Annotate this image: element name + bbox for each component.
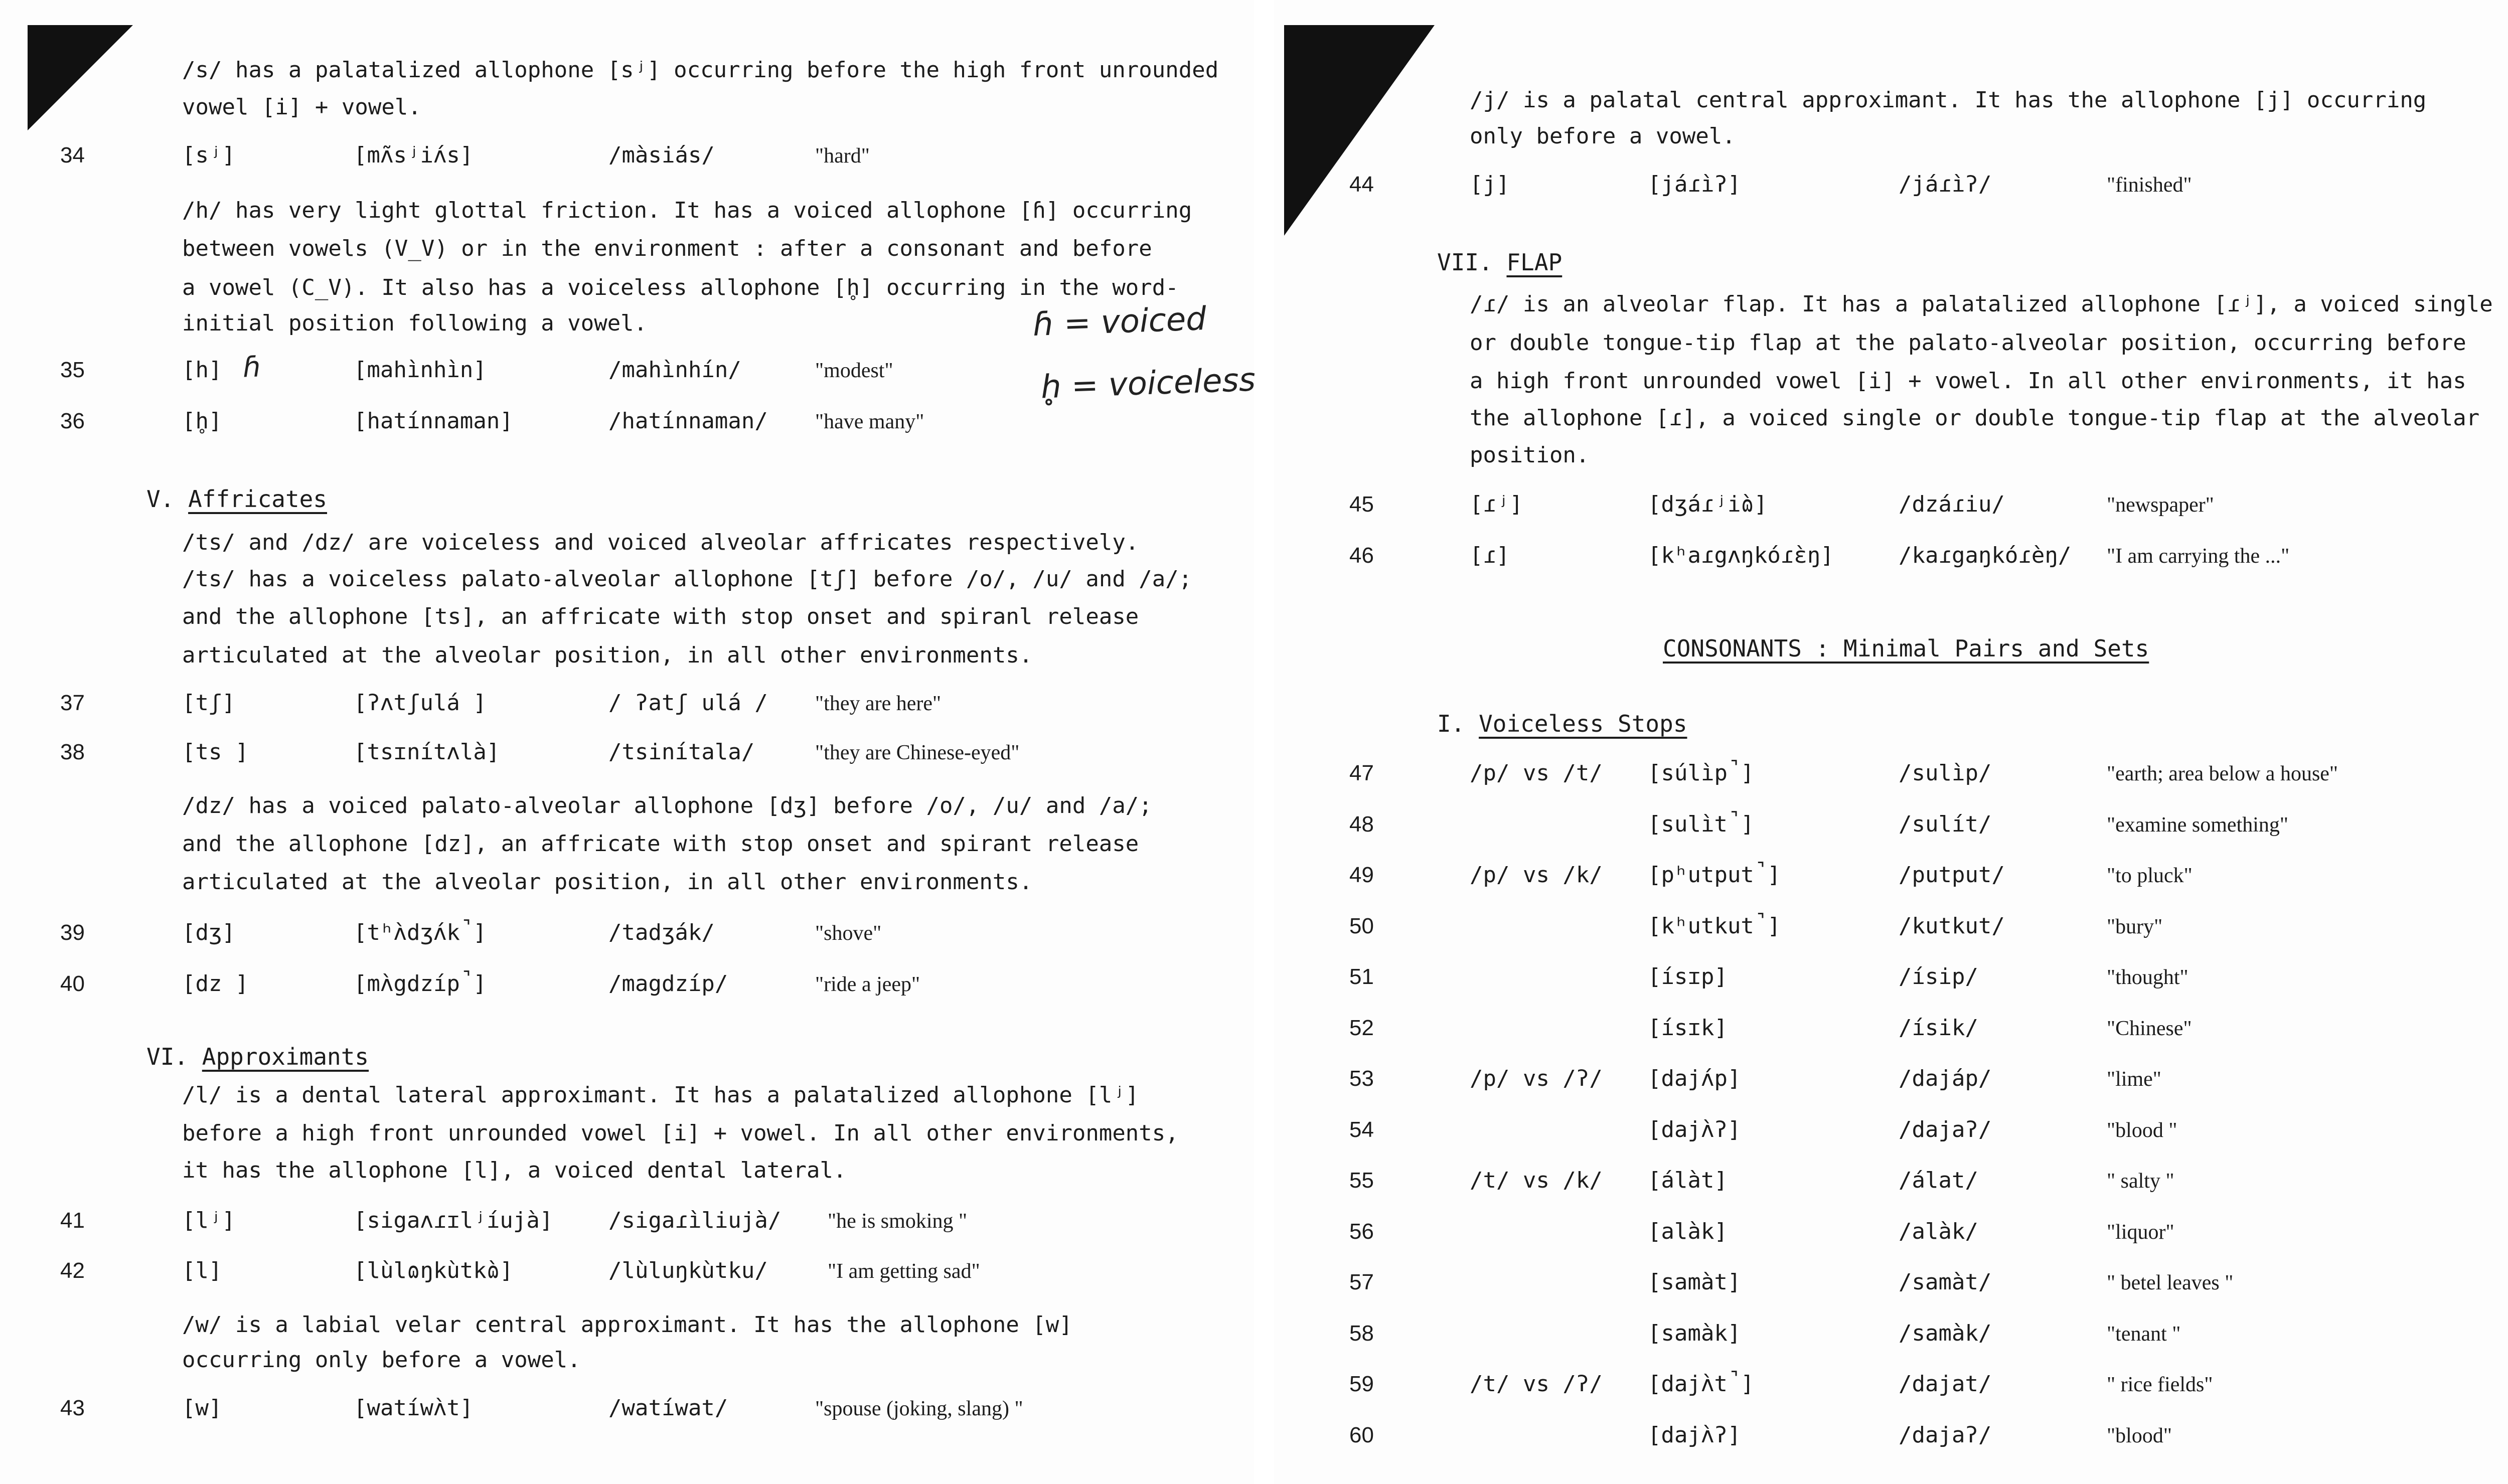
example-number: 57 (1349, 1270, 1374, 1294)
example-phonemic: /samàt/ (1899, 1269, 1992, 1295)
example-phonemic: /tadʒák/ (608, 920, 715, 945)
example-phonetic: [ísɪp] (1648, 964, 1728, 990)
example-number: 41 (60, 1208, 85, 1233)
text-line: it has the allophone [l], a voiced dental lateral. (182, 1158, 847, 1183)
example-phonetic: [ísɪk] (1648, 1015, 1728, 1041)
example-phonemic: /tsinítala/ (608, 739, 755, 765)
text-line: between vowels (V_V) or in the environment : after a consonant and before (182, 236, 1152, 261)
example-phone: [lʲ] (182, 1208, 235, 1233)
page-corner-shadow (28, 25, 133, 130)
contrast-label: /t/ vs /ʔ/ (1470, 1371, 1603, 1397)
section-number: I. (1437, 710, 1465, 737)
page-corner-shadow (1284, 25, 1435, 236)
example-phone: [dz ] (182, 971, 249, 997)
section-heading (1437, 251, 1562, 274)
example-number: 60 (1349, 1423, 1374, 1447)
example-phonemic: /dajaʔ/ (1899, 1117, 1992, 1142)
example-phonemic: /kutkut/ (1899, 913, 2005, 939)
example-phone: [sʲ] (182, 142, 235, 168)
example-phonetic: [mahìnhìn] (354, 357, 487, 383)
example-phonemic: /sulít/ (1899, 811, 1992, 837)
text-line: vowel [i] + vowel. (182, 94, 421, 120)
example-number: 54 (1349, 1117, 1374, 1142)
example-gloss: "spouse (joking, slang) " (815, 1397, 1023, 1420)
section-number: VII. (1437, 249, 1493, 276)
example-gloss: "examine something" (2107, 813, 2289, 837)
example-gloss: "finished" (2107, 174, 2192, 197)
example-gloss: "they are Chinese-eyed" (815, 741, 1020, 764)
example-number: 45 (1349, 492, 1374, 517)
example-phonetic: [dajʌ̀ʔ] (1648, 1422, 1741, 1448)
example-number: 37 (60, 691, 85, 715)
example-gloss: "have many" (815, 410, 924, 433)
example-gloss: "they are here" (815, 692, 942, 715)
example-phonetic: [tʰʌ̀dʒʌ́k̚] (354, 920, 487, 945)
example-phonemic: /lùluŋkùtku/ (608, 1258, 768, 1283)
example-phonemic: /dajat/ (1899, 1371, 1992, 1397)
example-phonetic: [lùlɷŋkùtkɷ̀] (354, 1258, 513, 1283)
section-title: FLAP (1506, 249, 1562, 276)
example-gloss: "I am carrying the ..." (2107, 545, 2290, 568)
handwritten-note: h̥ = voiceless (1040, 361, 1257, 406)
example-gloss: "modest" (815, 359, 893, 382)
example-number: 53 (1349, 1066, 1374, 1091)
handwritten-mark: ɦ (242, 351, 262, 384)
example-phonetic: [sulìt̚] (1648, 811, 1754, 837)
example-gloss: "ride a jeep" (815, 973, 920, 996)
contrast-label: /t/ vs /k/ (1470, 1168, 1603, 1193)
section-title: Approximants (202, 1043, 369, 1070)
example-gloss: "tenant " (2107, 1323, 2181, 1346)
text-line: before a high front unrounded vowel [i] + vowel. In all other environments, (182, 1120, 1179, 1146)
example-gloss: "thought" (2107, 966, 2188, 989)
contrast-label: /p/ vs /k/ (1470, 862, 1603, 888)
text-line: the allophone [ɾ], a voiced single or double tongue-tip flap at the alveolar (1470, 405, 2480, 431)
example-phonemic: /álat/ (1899, 1168, 1978, 1193)
pairs-title-text: CONSONANTS : Minimal Pairs and Sets (1663, 635, 2149, 662)
example-phonetic: [dʒáɾʲiɷ̀] (1648, 491, 1768, 517)
example-phone: [dʒ] (182, 920, 235, 945)
text-line: /ts/ has a voiceless palato-alveolar allophone [tʃ] before /o/, /u/ and /a/; (182, 566, 1192, 592)
section-heading (146, 487, 327, 511)
example-gloss: "blood " (2107, 1119, 2177, 1142)
text-line: articulated at the alveolar position, in all other environments. (182, 642, 1033, 668)
example-phonetic: [dajʌ́p] (1648, 1066, 1741, 1091)
example-number: 46 (1349, 543, 1374, 568)
example-phonetic: [tsɪnítʌlà] (354, 739, 500, 765)
example-phonetic: [álàt] (1648, 1168, 1728, 1193)
right-page (1274, 0, 2508, 1484)
text-line: /s/ has a palatalized allophone [sʲ] occurring before the high front unrounded (182, 57, 1219, 83)
text-line: articulated at the alveolar position, in all other environments. (182, 869, 1033, 895)
example-gloss: "newspaper" (2107, 493, 2214, 517)
example-number: 58 (1349, 1321, 1374, 1346)
example-phone: [ts ] (182, 739, 249, 765)
example-number: 47 (1349, 761, 1374, 785)
example-number: 34 (60, 143, 85, 168)
example-phone: [ɾ] (1470, 543, 1510, 568)
example-phonemic: /dajaʔ/ (1899, 1422, 1992, 1448)
example-phonetic: [ʔʌtʃulá ] (354, 690, 487, 716)
example-phonemic: /dajáp/ (1899, 1066, 1992, 1091)
example-phonetic: [pʰutput̚] (1648, 862, 1781, 888)
example-gloss: "to pluck" (2107, 864, 2192, 887)
example-phonemic: /alàk/ (1899, 1219, 1978, 1244)
example-phonemic: /dzáɾiu/ (1899, 491, 2005, 517)
example-phonetic: [alàk] (1648, 1219, 1728, 1244)
section-number: V. (146, 485, 175, 513)
example-phone: [l] (182, 1258, 222, 1283)
example-gloss: "Chinese" (2107, 1017, 2192, 1040)
example-phonetic: [kʰaɾgʌŋkóɾɛ̀ŋ] (1648, 543, 1834, 568)
example-phonetic: [súlìp̚] (1648, 760, 1754, 786)
example-number: 42 (60, 1258, 85, 1283)
example-number: 51 (1349, 964, 1374, 989)
example-gloss: " betel leaves " (2107, 1271, 2234, 1294)
example-phonemic: /jáɾìʔ/ (1899, 172, 1992, 197)
example-number: 35 (60, 358, 85, 382)
text-line: a high front unrounded vowel [i] + vowel. In all other environments, it has (1470, 368, 2466, 394)
text-line: /ts/ and /dz/ are voiceless and voiced alveolar affricates respectively. (182, 530, 1139, 555)
example-phonemic: /hatínnaman/ (608, 408, 768, 434)
page-gutter (1254, 0, 1274, 1484)
text-line: /dz/ has a voiced palato-alveolar allophone [dʒ] before /o/, /u/ and /a/; (182, 793, 1152, 818)
example-phonemic: /ísip/ (1899, 964, 1978, 990)
example-gloss: " salty " (2107, 1170, 2174, 1193)
text-line: only before a vowel. (1470, 123, 1736, 149)
example-phonetic: [mʌ̀gdzíp̚] (354, 971, 487, 997)
example-number: 52 (1349, 1016, 1374, 1040)
example-number: 38 (60, 740, 85, 764)
example-phonemic: /ísik/ (1899, 1015, 1978, 1041)
example-phonemic: /putput/ (1899, 862, 2005, 888)
text-line: /w/ is a labial velar central approximant. It has the allophone [w] (182, 1312, 1072, 1338)
text-line: occurring only before a vowel. (182, 1347, 581, 1373)
example-phonemic: /mahìnhín/ (608, 357, 741, 383)
example-phone: [ɾʲ] (1470, 491, 1523, 517)
example-gloss: " rice fields" (2107, 1373, 2213, 1396)
text-line: position. (1470, 442, 1590, 468)
text-line: and the allophone [ts], an affricate with stop onset and spiranl release (182, 604, 1139, 629)
example-phonetic: [sigaʌɾɪlʲíujà] (354, 1208, 553, 1233)
example-phonemic: /samàk/ (1899, 1321, 1992, 1346)
example-gloss: "he is smoking " (828, 1210, 968, 1233)
example-number: 48 (1349, 812, 1374, 837)
example-phonetic: [samàk] (1648, 1321, 1741, 1346)
section-heading (146, 1045, 369, 1068)
example-phone: [h̥] (182, 408, 222, 434)
example-phonemic: /màsiás/ (608, 142, 715, 168)
example-number: 39 (60, 920, 85, 945)
example-phonetic: [hatínnaman] (354, 408, 513, 434)
text-line: initial position following a vowel. (182, 310, 648, 336)
text-line: and the allophone [dz], an affricate with stop onset and spirant release (182, 831, 1139, 857)
text-line: /h/ has very light glottal friction. It has a voiced allophone [ɦ] occurring (182, 198, 1192, 223)
example-phone: [tʃ] (182, 690, 235, 716)
example-phone: [w] (182, 1395, 222, 1421)
section-title: Voiceless Stops (1479, 710, 1687, 737)
example-phone: [j] (1470, 172, 1510, 197)
text-line: /l/ is a dental lateral approximant. It has a palatalized allophone [lʲ] (182, 1082, 1139, 1108)
example-phonemic: /watíwat/ (608, 1395, 728, 1421)
example-phone: [h] (182, 357, 222, 383)
example-gloss: "liquor" (2107, 1221, 2174, 1244)
example-gloss: "blood" (2107, 1424, 2172, 1447)
example-phonemic: / ʔatʃ ulá / (608, 690, 768, 716)
text-line: /j/ is a palatal central approximant. It has the allophone [j] occurring (1470, 87, 2427, 113)
example-gloss: "hard" (815, 144, 870, 168)
section-number: VI. (146, 1043, 189, 1070)
text-line: /ɾ/ is an alveolar flap. It has a palatalized allophone [ɾʲ], a voiced single (1470, 291, 2493, 317)
example-phonemic: /kaɾgaŋkóɾèŋ/ (1899, 543, 2072, 568)
example-phonetic: [mʌ̃sʲiʌ́s] (354, 142, 474, 168)
example-phonemic: /sulìp/ (1899, 760, 1992, 786)
example-phonemic: /sigaɾìliujà/ (608, 1208, 781, 1233)
example-phonetic: [samàt] (1648, 1269, 1741, 1295)
section-title: Affricates (188, 485, 328, 513)
example-gloss: "earth; area below a house" (2107, 762, 2338, 785)
example-phonetic: [kʰutkut̚] (1648, 913, 1781, 939)
example-phonetic: [dajʌ̀t̚] (1648, 1371, 1754, 1397)
handwritten-note: ɦ = voiced (1032, 300, 1207, 344)
example-number: 50 (1349, 914, 1374, 938)
example-number: 43 (60, 1396, 85, 1420)
example-number: 59 (1349, 1372, 1374, 1396)
example-gloss: "bury" (2107, 915, 2163, 938)
example-number: 56 (1349, 1219, 1374, 1244)
section-heading (1437, 712, 1687, 735)
example-phonetic: [dajʌ̀ʔ] (1648, 1117, 1741, 1142)
contrast-label: /p/ vs /ʔ/ (1470, 1066, 1603, 1091)
example-number: 44 (1349, 172, 1374, 197)
example-number: 55 (1349, 1168, 1374, 1193)
example-number: 40 (60, 971, 85, 996)
pairs-title (1663, 637, 2149, 660)
text-line: a vowel (C_V). It also has a voiceless allophone [h̥] occurring in the word- (182, 275, 1179, 300)
example-phonetic: [watíwʌ̀t] (354, 1395, 474, 1421)
example-number: 36 (60, 409, 85, 433)
example-phonemic: /magdzíp/ (608, 971, 728, 997)
example-phonetic: [jáɾìʔ] (1648, 172, 1741, 197)
example-gloss: "I am getting sad" (828, 1260, 980, 1283)
text-line: or double tongue-tip flap at the palato-alveolar position, occurring before (1470, 330, 2466, 356)
example-gloss: "lime" (2107, 1068, 2161, 1091)
example-gloss: "shove" (815, 922, 882, 945)
contrast-label: /p/ vs /t/ (1470, 760, 1603, 786)
example-number: 49 (1349, 863, 1374, 887)
